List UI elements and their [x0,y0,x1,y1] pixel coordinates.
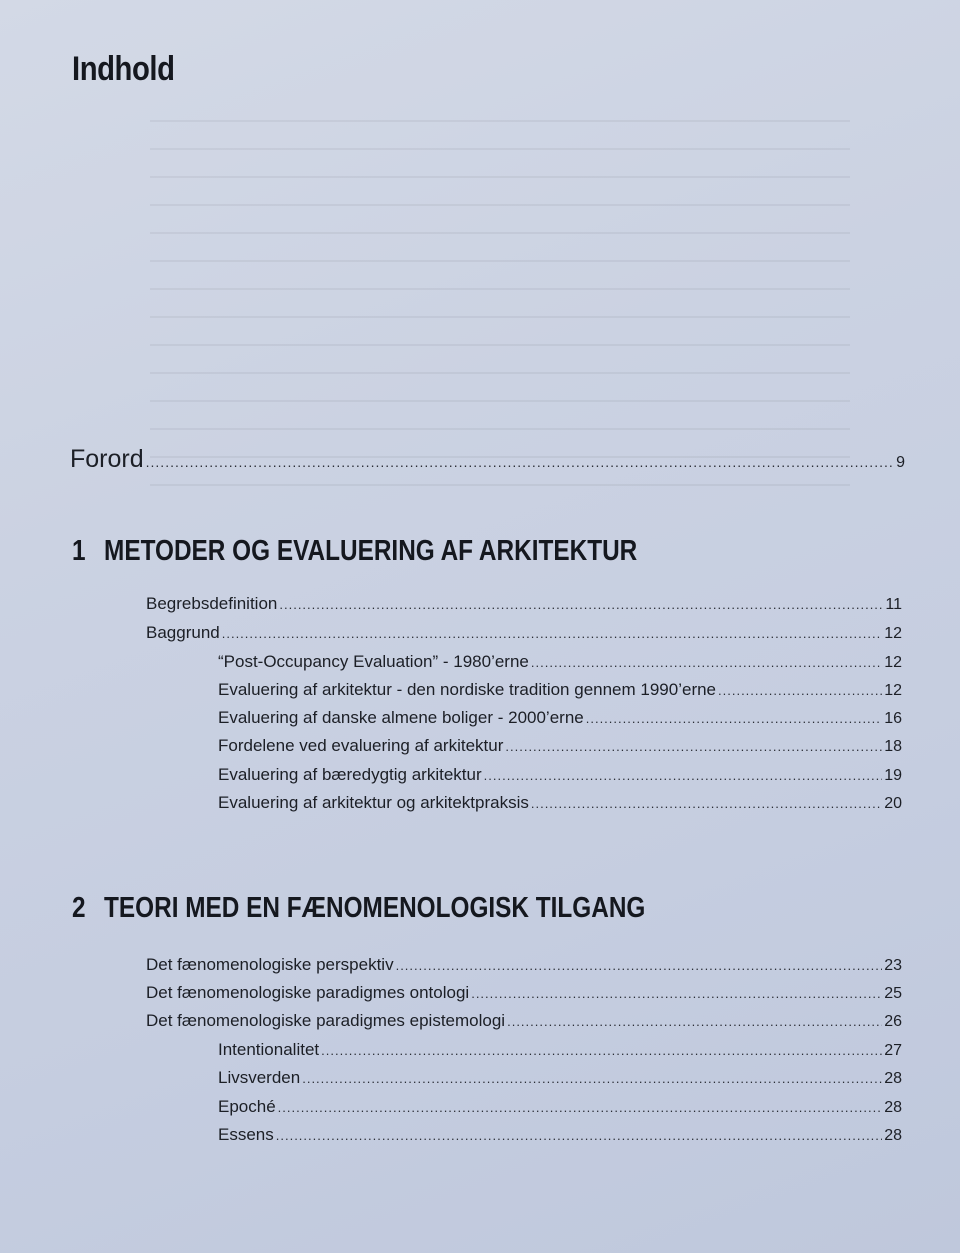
toc-subentry [218,793,902,813]
toc-entry-page: 18 [884,738,902,755]
toc-entry-label: Det fænomenologiske paradigmes ontologi [146,983,470,1002]
toc-entry-label: Baggrund [146,623,220,642]
toc-entry-label: Begrebsdefinition [146,594,278,613]
toc-entry-label: Intentionalitet [218,1040,320,1059]
toc-entry-label: Evaluering af arkitektur og arkitektpraksis [218,793,529,812]
chapter-number: 1 [72,535,86,567]
chapter-1-heading [72,535,637,568]
dot-leader [276,1128,882,1143]
toc-entry-page: 26 [884,1013,902,1030]
toc-entry-label: Det fænomenologiske paradigmes epistemologi [146,1011,506,1030]
toc-entry-page: 20 [884,795,902,812]
toc-entry-page: 12 [884,654,902,671]
toc-entry-page: 11 [885,596,902,613]
page-title: Indhold [72,50,175,88]
toc-entry-label: Evaluering af bæredygtig arkitektur [218,765,482,784]
toc-entry-label: Livsverden [218,1068,301,1087]
toc-entry-forord [70,445,905,474]
toc-entry-label: Essens [218,1125,274,1144]
toc-subentry [218,1040,902,1060]
toc-entry-page: 16 [884,710,902,727]
toc-entry-page: 12 [884,625,902,642]
toc-entry-page: 12 [884,682,902,699]
dot-leader [396,958,883,973]
dot-leader [279,597,883,612]
toc-entry-page: 28 [884,1099,902,1116]
dot-leader [302,1071,882,1086]
toc-subentry [218,765,902,785]
toc-entry-page: 23 [884,957,902,974]
chapter-number: 2 [72,892,86,924]
chapter-title: METODER OG EVALUERING AF ARKITEKTUR [104,535,638,567]
toc-entry [146,1011,902,1031]
toc-entry [146,623,902,643]
dot-leader [484,768,883,783]
chapter-2-heading [72,892,645,925]
toc-entry-label: Epoché [218,1097,276,1116]
toc-subentry [218,1125,902,1145]
dot-leader [718,683,882,698]
dot-leader [586,711,882,726]
dot-leader [321,1043,882,1058]
toc-entry-page: 28 [884,1127,902,1144]
toc-entry-label: Evaluering af danske almene boliger - 2000’erne [218,708,584,727]
toc-subentry [218,708,902,728]
toc-entry-label: “Post-Occupancy Evaluation” - 1980’erne [218,652,529,671]
dot-leader [531,655,882,670]
toc-subentry [218,680,902,700]
toc-entry-label: Forord [70,445,144,473]
toc-entry-label: Evaluering af arkitektur - den nordiske tradition gennem 1990’erne [218,680,717,699]
toc-entry-page: 28 [884,1070,902,1087]
toc-subentry [218,736,902,756]
toc-entry-page: 9 [896,454,905,471]
dot-leader [471,986,882,1001]
dot-leader [507,1014,882,1029]
toc-entry-page: 25 [884,985,902,1002]
dot-leader [222,626,882,641]
dot-leader [531,796,882,811]
toc-entry [146,594,902,614]
toc-entry [146,983,902,1003]
toc-entry-label: Det fænomenologiske perspektiv [146,955,394,974]
bleed-through-text [150,120,850,500]
toc-entry-page: 19 [884,767,902,784]
chapter-title: TEORI MED EN FÆNOMENOLOGISK TILGANG [104,892,646,924]
toc-subentry [218,652,902,672]
dot-leader [278,1100,883,1115]
dot-leader [505,739,882,754]
toc-subentry [218,1068,902,1088]
toc-entry-label: Fordelene ved evaluering af arkitektur [218,736,504,755]
dot-leader [146,454,894,470]
toc-subentry [218,1097,902,1117]
toc-entry [146,955,902,975]
toc-entry-page: 27 [884,1042,902,1059]
